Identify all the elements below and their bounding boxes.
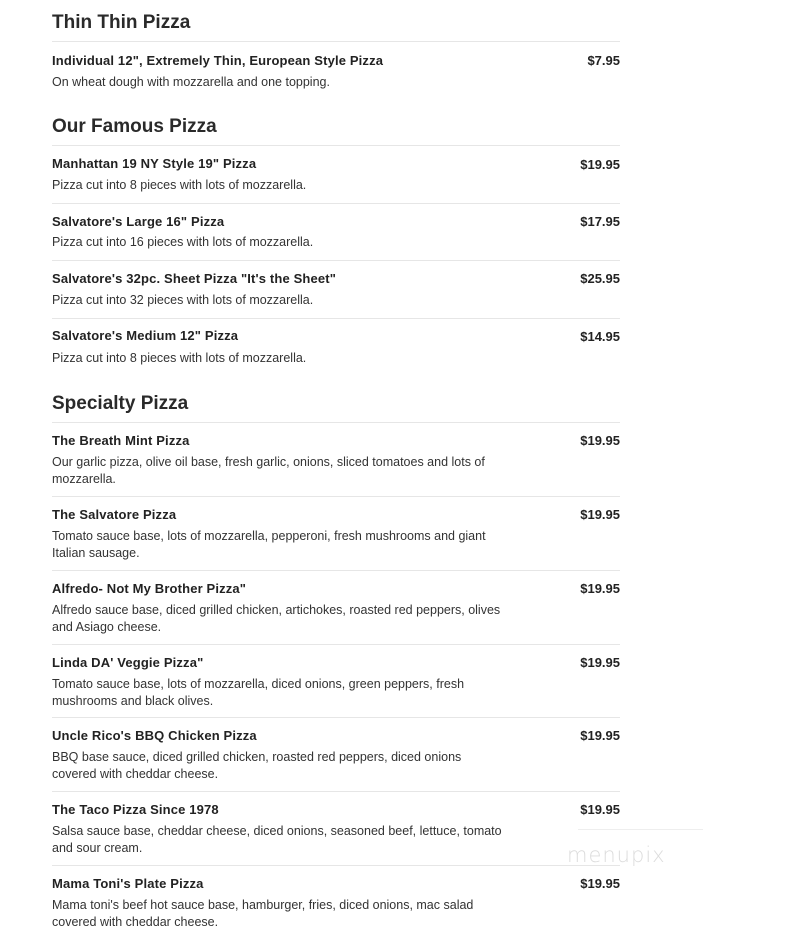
menu-section-specialty-pizza: [52, 392, 620, 939]
menu-item-description: Salsa sauce base, cheddar cheese, diced onions, seasoned beef, lettuce, tomato and sour cream.: [52, 824, 502, 855]
menu-item-description: Pizza cut into 8 pieces with lots of mozzarella.: [52, 351, 307, 365]
menu-item-name: Alfredo- Not My Brother Pizza": [52, 581, 247, 596]
menu-item-description: Alfredo sauce base, diced grilled chicken, artichokes, roasted red peppers, olives and Asiago cheese.: [52, 603, 501, 634]
menu-item-price: $19.95: [580, 802, 620, 817]
menu-item-description: On wheat dough with mozzarella and one topping.: [52, 75, 330, 89]
menu-section-thin-thin-pizza: [52, 11, 620, 97]
section-title: Our Famous Pizza: [52, 116, 217, 137]
menu-item-price: $14.95: [580, 329, 620, 344]
section-title: Specialty Pizza: [52, 393, 189, 414]
menu-item-description: Tomato sauce base, lots of mozzarella, diced onions, green peppers, fresh mushrooms and black olives.: [52, 677, 465, 708]
menu-item-price: $19.95: [580, 655, 620, 670]
menu-item: [52, 791, 620, 865]
menu-item-name: Uncle Rico's BBQ Chicken Pizza: [52, 728, 257, 743]
section-title: Thin Thin Pizza: [52, 12, 191, 33]
menu-item: [52, 145, 620, 203]
menu-item: [52, 644, 620, 717]
menu-item-price: $19.95: [580, 157, 620, 172]
menu-item-name: Salvatore's 32pc. Sheet Pizza "It's the Sheet": [52, 271, 337, 286]
menu-item-description: Our garlic pizza, olive oil base, fresh garlic, onions, sliced tomatoes and lots of mozzarella.: [52, 455, 485, 486]
menu-section-our-famous-pizza: [52, 115, 620, 376]
menu-item-description: BBQ base sauce, diced grilled chicken, roasted red peppers, diced onions covered with cheddar cheese.: [52, 750, 462, 781]
menu-item: [52, 496, 620, 570]
menu-item-description: Pizza cut into 32 pieces with lots of mozzarella.: [52, 293, 314, 307]
menu-item: [52, 865, 620, 939]
menupix-watermark: menupix: [567, 843, 666, 867]
menu-item: [52, 203, 620, 260]
menu-item-price: $25.95: [580, 271, 620, 286]
menu-item-name: Manhattan 19 NY Style 19" Pizza: [52, 156, 257, 171]
menu-item-name: The Salvatore Pizza: [52, 507, 177, 522]
menu-item-description: Pizza cut into 16 pieces with lots of mozzarella.: [52, 235, 314, 249]
menu-item-name: Salvatore's Large 16" Pizza: [52, 214, 225, 229]
menu-item-price: $19.95: [580, 433, 620, 448]
watermark-divider: [578, 829, 703, 830]
menu-item: [52, 318, 620, 376]
menu-item: [52, 260, 620, 318]
menu-item: [52, 422, 620, 496]
menu-item-name: Mama Toni's Plate Pizza: [52, 876, 204, 891]
menu-item-price: $19.95: [580, 581, 620, 596]
menu-item-name: Salvatore's Medium 12" Pizza: [52, 328, 239, 343]
menu-item-name: Linda DA' Veggie Pizza": [52, 655, 204, 670]
menu-item-description: Pizza cut into 8 pieces with lots of mozzarella.: [52, 178, 307, 192]
menu-item-name: Individual 12", Extremely Thin, European Style Pizza: [52, 53, 384, 68]
menu-item-price: $17.95: [580, 214, 620, 229]
menu-item: [52, 717, 620, 791]
menu-item: [52, 41, 620, 97]
menu-item-price: $7.95: [587, 53, 620, 68]
menu-item-name: The Breath Mint Pizza: [52, 433, 190, 448]
menu-item-description: Mama toni's beef hot sauce base, hamburger, fries, diced onions, mac salad covered with cheddar cheese.: [52, 898, 474, 929]
menu-item-name: The Taco Pizza Since 1978: [52, 802, 219, 817]
menu-item-price: $19.95: [580, 507, 620, 522]
menu-item: [52, 570, 620, 644]
menu-item-price: $19.95: [580, 728, 620, 743]
menu-item-description: Tomato sauce base, lots of mozzarella, pepperoni, fresh mushrooms and giant Italian sausage.: [52, 529, 486, 560]
menu-item-price: $19.95: [580, 876, 620, 891]
